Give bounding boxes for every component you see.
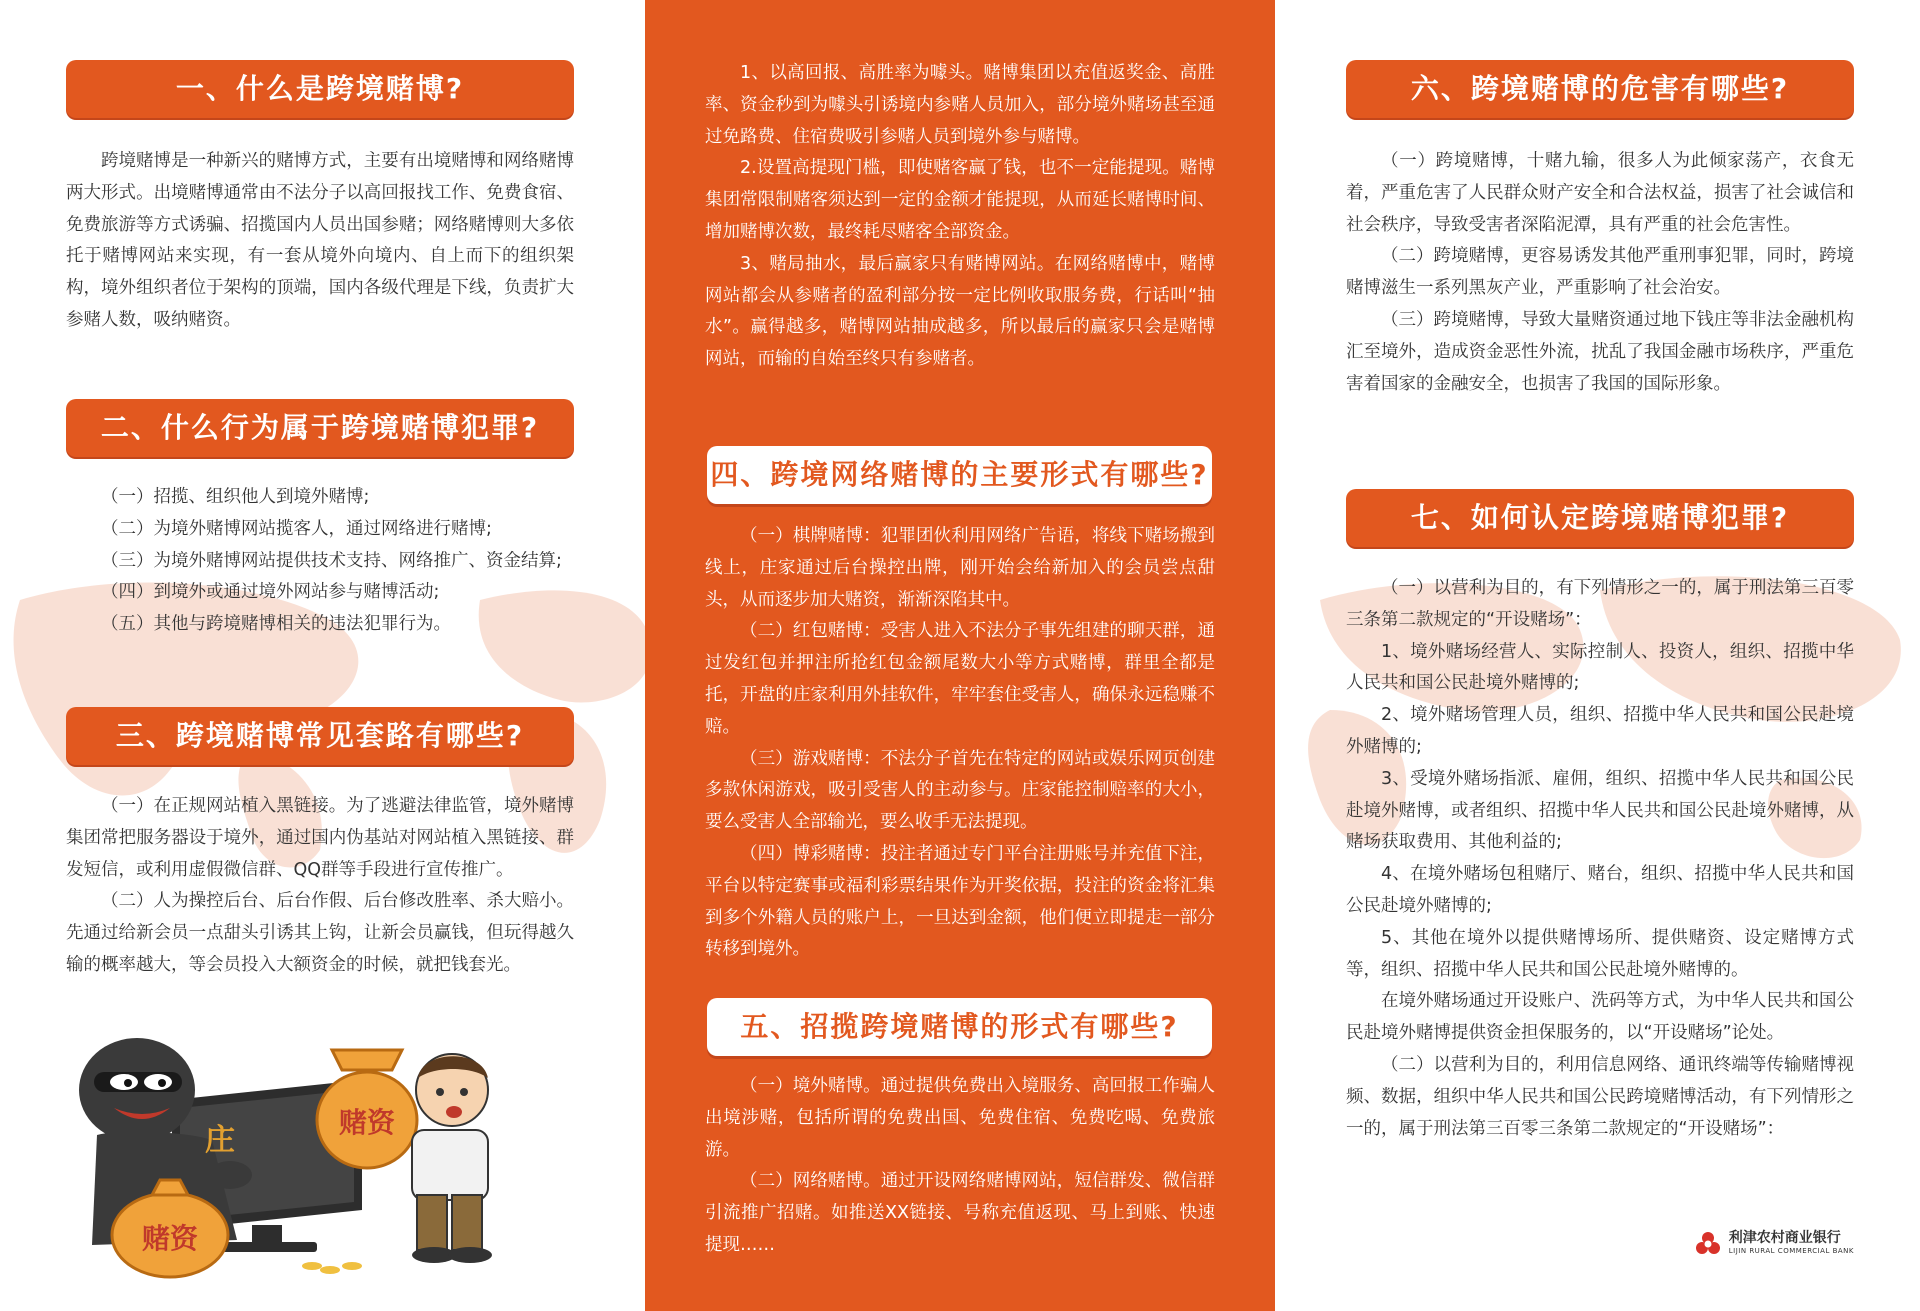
section-4-paragraph: （一）棋牌赌博：犯罪团伙利用网络广告语，将线下赌场搬到线上，庄家通过后台操控出牌，刚开始会给新加入的会员尝点甜头，从而逐步加大赌资，渐渐深陷其中。: [705, 526, 1215, 610]
money-bag-label: 赌资: [338, 1106, 396, 1139]
section-7-paragraph: 5、其他在境外以提供赌博场所、提供赌资、设定赌博方式等，组织、招揽中华人民共和国公民赴境外赌博的。: [1346, 927, 1854, 980]
section-7-paragraph: 4、在境外赌场包租赌厅、赌台，组织、招揽中华人民共和国公民赴境外赌博的;: [1346, 864, 1854, 916]
list-item: （一）招揽、组织他人到境外赌博;: [101, 487, 370, 507]
section-1-body: [66, 146, 574, 337]
section-6-heading: 六、跨境赌博的危害有哪些?: [1346, 60, 1854, 118]
section-7-paragraph: 3、受境外赌场指派、雇佣，组织、招揽中华人民共和国公民赴境外赌博，或者组织、招揽中华人民共和国公民赴境外赌博，从赌场获取费用、其他利益的;: [1346, 768, 1854, 853]
section-4-paragraph: （二）红包赌博：受害人进入不法分子事先组建的聊天群，通过发红包并押注所抢红包金额尾数大小等方式赌博，群里全都是托，开盘的庄家利用外挂软件，牢牢套住受害人，确保永远稳赚不赔。: [705, 621, 1215, 737]
section-3-paragraph: （一）在正规网站植入黑链接。为了逃避法律监管，境外赌博集团常把服务器设于境外，通过国内伪基站对网站植入黑链接、群发短信，或利用虚假微信群、QQ群等手段进行宣传推广。: [66, 796, 574, 880]
section-5-paragraph: （一）境外赌博。通过提供免费出入境服务、高回报工作骗人出境涉赌，包括所谓的免费出国、免费住宿、免费吃喝、免费旅游。: [705, 1076, 1215, 1160]
section-1-heading: 一、什么是跨境赌博?: [66, 60, 574, 118]
section-6-paragraph: （一）跨境赌博，十赌九输，很多人为此倾家荡产，衣食无着，严重危害了人民群众财产安全和合法权益，损害了社会诚信和社会秩序，导致受害者深陷泥潭，具有严重的社会危害性。: [1346, 151, 1854, 235]
section-7-paragraph: （一）以营利为目的，有下列情形之一的，属于刑法第三百零三条第二款规定的“开设赌场”：: [1346, 578, 1854, 630]
section-2-list: [66, 482, 574, 641]
section-5-paragraph: （二）网络赌博。通过开设网络赌博网站，短信群发、微信群引流推广招赌。如推送XX链接、号称充值返现、马上到账、快速提现……: [705, 1171, 1215, 1255]
list-item: （四）到境外或通过境外网站参与赌博活动;: [101, 582, 440, 603]
section-3-body: [66, 791, 574, 982]
section-3-continued: [705, 58, 1215, 376]
tactic-paragraph: 3、赌局抽水，最后赢家只有赌博网站。在网络赌博中，赌博网站都会从参赌者的盈利部分按一定比例收取服务费，行话叫“抽水”。赢得越多，赌博网站抽成越多，所以最后的赢家只会是赌博网站，而输的自始至终只有参赌者。: [705, 253, 1215, 370]
section-5-body: [705, 1071, 1215, 1262]
tactic-paragraph: 2.设置高提现门槛，即使赌客赢了钱，也不一定能提现。赌博集团常限制赌客须达到一定的金额才能提现，从而延长赌博时间、增加赌博次数，最终耗尽赌客全部资金。: [705, 158, 1215, 242]
bank-name-cn: 利津农村商业银行: [1728, 1230, 1841, 1246]
section-4-paragraph: （四）博彩赌博：投注者通过专门平台注册账号并充值下注，平台以特定赛事或福利彩票结果作为开奖依据，投注的资金将汇集到多个外籍人员的账户上，一旦达到金额，他们便立即提走一部分转移到境外。: [705, 843, 1215, 960]
section-4-body: [705, 521, 1215, 966]
bank-logo: [1695, 1230, 1854, 1256]
section-7-body: [1346, 573, 1854, 1145]
money-bag-icon: [317, 1050, 417, 1168]
section-6-body: [1346, 146, 1854, 400]
left-column: [66, 0, 574, 1311]
bank-logo-icon: [1695, 1230, 1721, 1256]
section-7-paragraph: （二）以营利为目的，利用信息网络、通讯终端等传输赌博视频、数据，组织中华人民共和国公民跨境赌博活动，有下列情形之一的，属于刑法第三百零三条第二款规定的“开设赌场”：: [1346, 1054, 1854, 1139]
section-7-paragraph: 1、境外赌场经营人、实际控制人、投资人，组织、招揽中华人民共和国公民赴境外赌博的;: [1346, 641, 1854, 694]
middle-column: [645, 0, 1275, 1311]
banker-label: 庄: [205, 1123, 235, 1158]
bank-name-en: LIJIN RURAL COMMERCIAL BANK: [1728, 1247, 1854, 1255]
section-7-heading: 七、如何认定跨境赌博犯罪?: [1346, 489, 1854, 547]
tactic-paragraph: 1、以高回报、高胜率为噱头。赌博集团以充值返奖金、高胜率、资金秒到为噱头引诱境内参赌人员加入，部分境外赌场甚至通过免路费、住宿费吸引参赌人员到境外参与赌博。: [705, 63, 1215, 147]
section-3-paragraph: （二）人为操控后台、后台作假、后台修改胜率、杀大赔小。先通过给新会员一点甜头引诱其上钩，让新会员赢钱，但玩得越久输的概率越大，等会员投入大额资金的时候，就把钱套光。: [66, 891, 574, 975]
list-item: （二）为境外赌博网站揽客人，通过网络进行赌博;: [101, 518, 492, 539]
section-6-paragraph: （二）跨境赌博，更容易诱发其他严重刑事犯罪，同时，跨境赌博滋生一系列黑灰产业，严重影响了社会治安。: [1346, 246, 1854, 299]
man-figure: [412, 1054, 492, 1263]
list-item: （三）为境外赌博网站提供技术支持、网络推广、资金结算;: [101, 550, 562, 571]
section-5-heading: 五、招揽跨境赌博的形式有哪些?: [707, 998, 1212, 1056]
section-1-paragraph: 跨境赌博是一种新兴的赌博方式，主要有出境赌博和网络赌博两大形式。出境赌博通常由不法分子以高回报找工作、免费食宿、免费旅游等方式诱骗、招揽国内人员出国参赌；网络赌博则大多依托于赌博网站来实现，有一套从境外向境内、自上而下的组织架构，境外组织者位于架构的顶端，国内各级代理是下线，负责扩大参赌人数，吸纳赌资。: [66, 151, 574, 330]
right-column: [1346, 0, 1854, 1311]
section-4-heading: 四、跨境网络赌博的主要形式有哪些?: [707, 446, 1212, 504]
section-7-paragraph: 在境外赌场通过开设账户、洗码等方式，为中华人民共和国公民赴境外赌博提供资金担保服务的，以“开设赌场”论处。: [1346, 991, 1854, 1044]
list-item: （五）其他与跨境赌博相关的违法犯罪行为。: [101, 614, 451, 635]
coins-icon: [302, 1262, 362, 1274]
gambling-illustration: [62, 1030, 532, 1280]
section-6-paragraph: （三）跨境赌博，导致大量赌资通过地下钱庄等非法金融机构汇至境外，造成资金恶性外流，扰乱了我国金融市场秩序，严重危害着国家的金融安全，也损害了我国的国际形象。: [1346, 309, 1854, 394]
section-3-heading: 三、跨境赌博常见套路有哪些?: [66, 707, 574, 765]
section-4-paragraph: （三）游戏赌博：不法分子首先在特定的网站或娱乐网页创建多款休闲游戏，吸引受害人的主动参与。庄家能控制赔率的大小，要么受害人全部输光，要么收手无法提现。: [705, 748, 1215, 833]
section-2-heading: 二、什么行为属于跨境赌博犯罪?: [66, 399, 574, 457]
money-bag-label: 赌资: [141, 1222, 199, 1255]
section-7-paragraph: 2、境外赌场管理人员，组织、招揽中华人民共和国公民赴境外赌博的;: [1346, 705, 1854, 757]
